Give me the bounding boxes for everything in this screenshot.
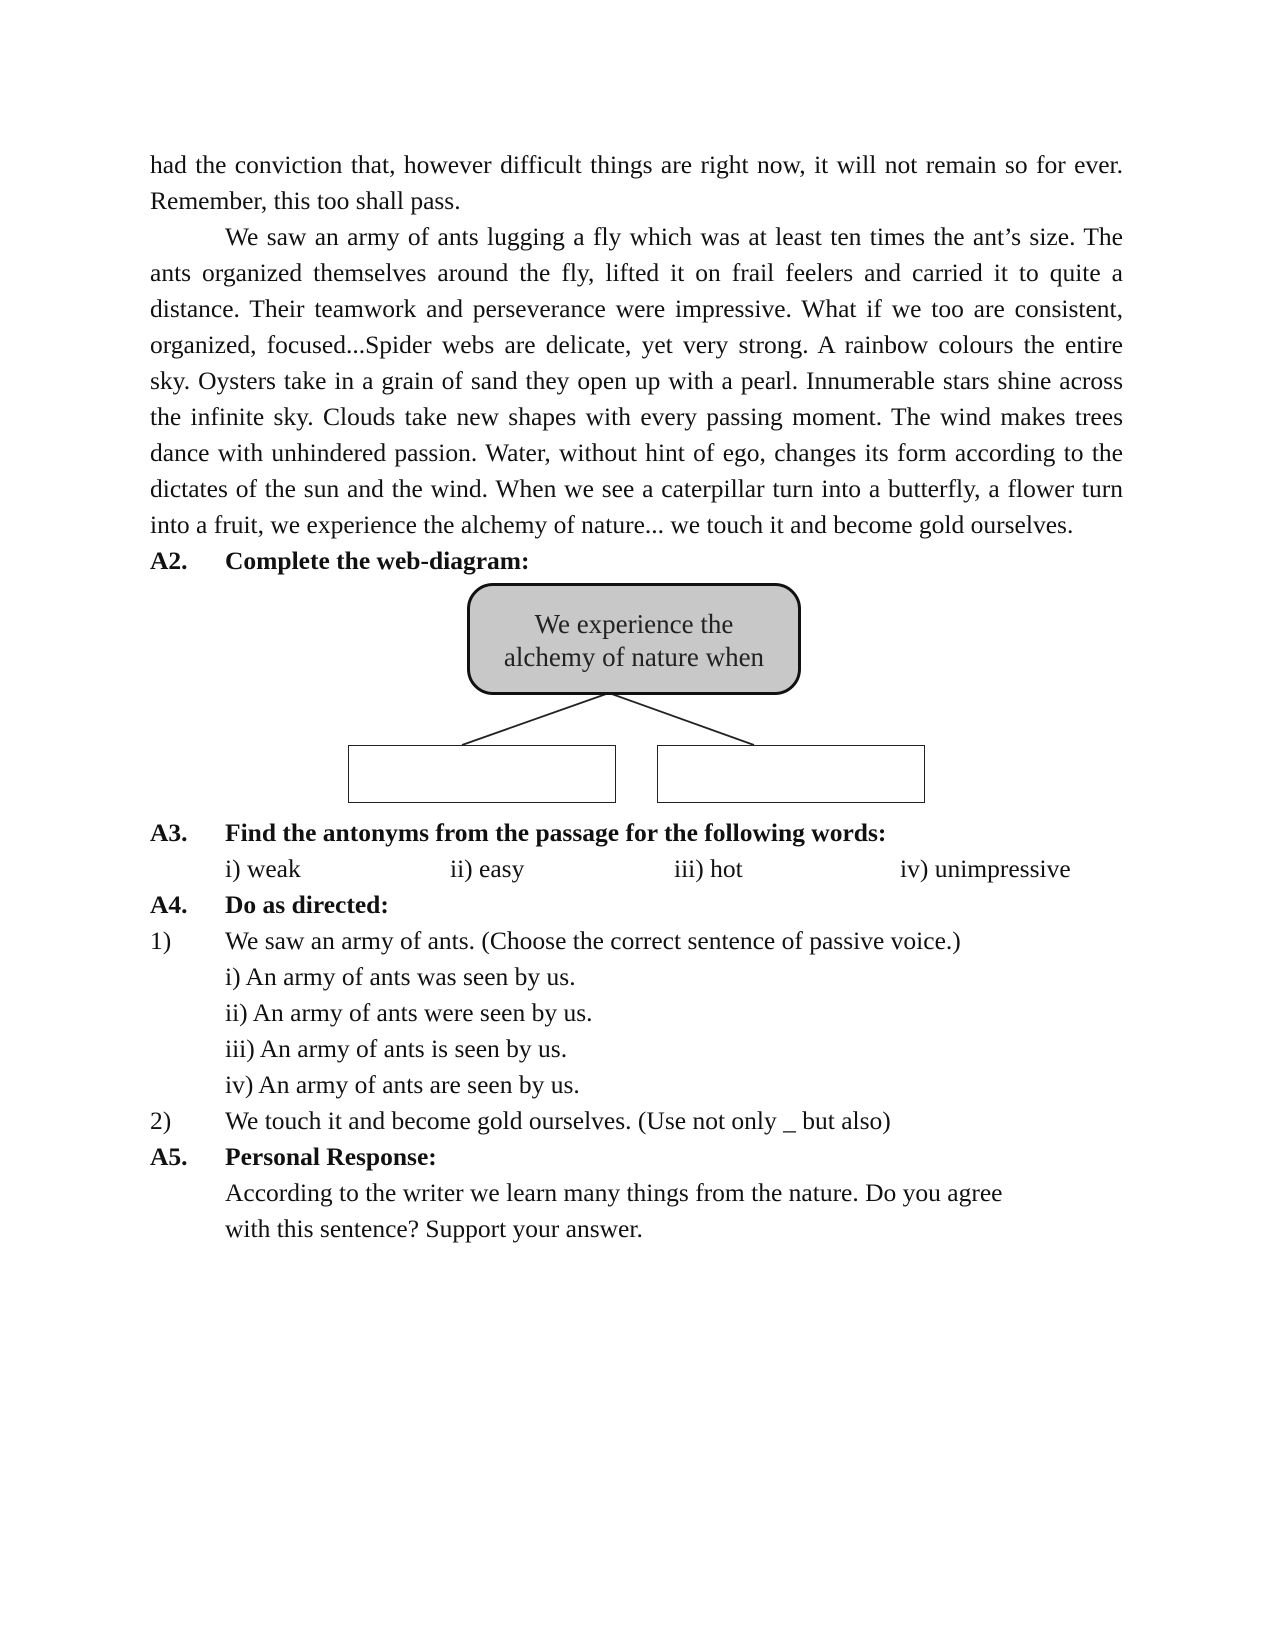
question-title: Personal Response: <box>225 1142 437 1171</box>
question-a5-heading <box>150 1139 1123 1175</box>
subquestion-1 <box>150 923 1123 959</box>
answer-option: i) An army of ants was seen by us. <box>225 962 576 991</box>
answer-option: iii) An army of ants is seen by us. <box>225 1034 568 1063</box>
question-a3-heading <box>150 815 1123 851</box>
center-node-line-2: alchemy of nature when <box>503 642 765 672</box>
subquestion-text: We touch it and become gold ourselves. (Use not only _ but also) <box>225 1106 891 1135</box>
antonym-word: i) weak <box>225 854 301 883</box>
subquestion-2 <box>150 1103 1123 1139</box>
answer-option: iv) An army of ants are seen by us. <box>225 1070 580 1099</box>
question-a4-heading <box>150 887 1123 923</box>
antonym-word: iii) hot <box>674 854 743 883</box>
personal-response-prompt-line-1: According to the writer we learn many things from the nature. Do you agree <box>225 1178 1003 1207</box>
question-number: A3. <box>150 818 188 847</box>
answer-option: ii) An army of ants were seen by us. <box>225 998 593 1027</box>
question-number: A2. <box>150 546 188 575</box>
personal-response-prompt-line-2: with this sentence? Support your answer. <box>225 1214 643 1243</box>
connector-right <box>609 693 754 745</box>
answer-box-right[interactable] <box>657 745 925 803</box>
antonym-word: ii) easy <box>450 854 525 883</box>
subquestion-number: 2) <box>150 1106 172 1135</box>
question-title: Do as directed: <box>225 890 389 919</box>
question-a2-heading <box>150 543 1123 579</box>
question-number: A5. <box>150 1142 188 1171</box>
question-title: Find the antonyms from the passage for the following words: <box>225 818 887 847</box>
web-diagram <box>150 579 1123 815</box>
worksheet-page <box>150 147 1123 1247</box>
connector-left <box>462 693 609 745</box>
diagram-center-node <box>467 583 801 695</box>
subquestion-text: We saw an army of ants. (Choose the correct sentence of passive voice.) <box>225 926 961 955</box>
subquestion-number: 1) <box>150 926 172 955</box>
answer-box-left[interactable] <box>348 745 616 803</box>
question-title: Complete the web-diagram: <box>225 546 530 575</box>
passage-paragraph-2: We saw an army of ants lugging a fly which was at least ten times the ant’s size. The ants organized themselves around the fly, lifted it on frail feelers and carried it to quite a distance. Their teamwork and perseverance were impressive. What if we too are consistent, organized, focused...Spider webs are delicate, yet very strong. A rainbow colours the entire sky. Oysters take in a grain of sand they open up with a pearl. Innumerable stars shine across the infinite sky. Clouds take new shapes with every passing moment. The wind makes trees dance with unhindered passion. Water, without hint of ego, changes its form according to the dictates of the sun and the wind. When we see a caterpillar turn into a butterfly, a flower turn into a fruit, we experience the alchemy of nature... we touch it and become gold ourselves. <box>150 222 1123 539</box>
center-node-line-1: We experience the <box>534 609 734 639</box>
antonym-word: iv) unimpressive <box>900 854 1071 883</box>
question-number: A4. <box>150 890 188 919</box>
passage-paragraph-1: had the conviction that, however difficult things are right now, it will not remain so for ever. Remember, this too shall pass. <box>150 150 1123 215</box>
antonym-word-list <box>150 851 1123 887</box>
